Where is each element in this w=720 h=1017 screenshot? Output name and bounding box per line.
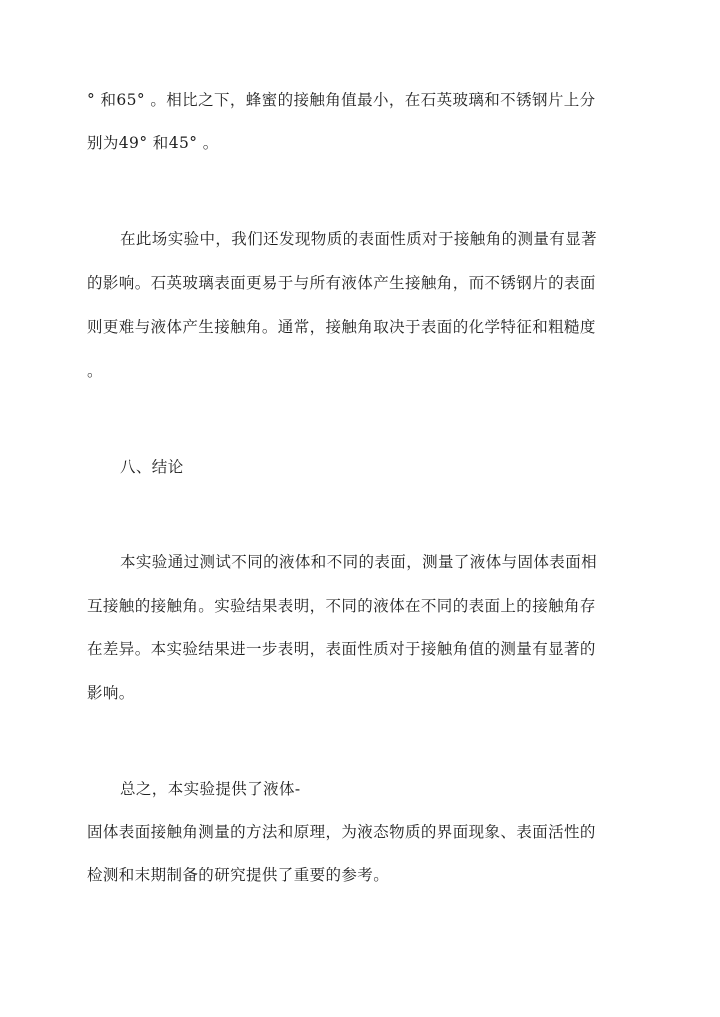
paragraph-line: 别为49° 和45° 。 <box>87 134 219 152</box>
paragraph-line: 互接触的接触角。实验结果表明，不同的液体在不同的表面上的接触角存 <box>87 597 596 615</box>
paragraph-line: 在此场实验中，我们还发现物质的表面性质对于接触角的测量有显著 <box>120 230 598 248</box>
paragraph-line: 则更难与液体产生接触角。通常，接触角取决于表面的化学特征和粗糙度 <box>87 318 596 336</box>
paragraph-line: 在差异。本实验结果进一步表明，表面性质对于接触角值的测量有显著的 <box>87 640 596 658</box>
paragraph-line: 总之，本实验提供了液体- <box>120 780 301 798</box>
paragraph-line: 本实验通过测试不同的液体和不同的表面，测量了液体与固体表面相 <box>120 553 598 571</box>
section-heading: 八、结论 <box>120 458 184 476</box>
paragraph-line: 。 <box>87 362 103 380</box>
paragraph-line: 影响。 <box>87 684 135 702</box>
paragraph-line: 的影响。石英玻璃表面更易于与所有液体产生接触角，而不锈钢片的表面 <box>87 274 596 292</box>
paragraph-line: ° 和65° 。相比之下，蜂蜜的接触角值最小，在石英玻璃和不锈钢片上分 <box>87 91 596 109</box>
paragraph-line: 固体表面接触角测量的方法和原理，为液态物质的界面现象、表面活性的 <box>87 823 596 841</box>
paragraph-line: 检测和末期制备的研究提供了重要的参考。 <box>87 866 390 884</box>
